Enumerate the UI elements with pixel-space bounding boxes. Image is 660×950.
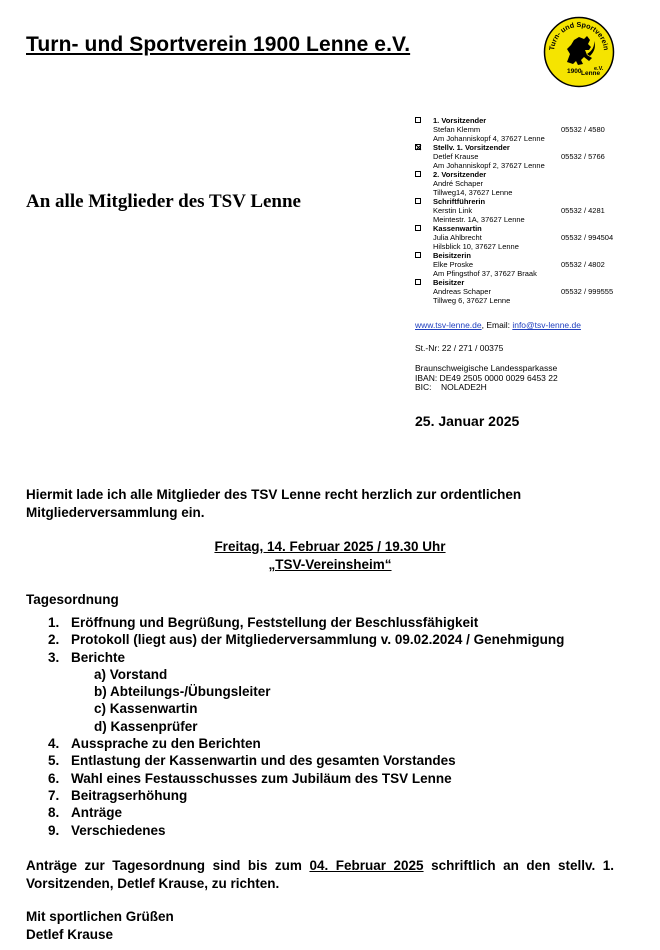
checkbox-icon <box>415 171 421 177</box>
agenda-item <box>48 752 564 769</box>
email-label: , Email: <box>481 320 513 330</box>
member-address: Hilsblick 10, 37627 Lenne <box>433 242 519 251</box>
agenda-subitem: d) Kassenprüfer <box>94 718 198 734</box>
agenda-item <box>48 735 564 752</box>
board-member <box>415 143 635 170</box>
checkbox-icon <box>415 117 421 123</box>
agenda-item <box>48 787 564 804</box>
member-phone: 05532 / 994504 <box>561 233 614 242</box>
member-phone: 05532 / 5766 <box>561 152 605 161</box>
board-member <box>415 278 635 305</box>
checkbox-icon <box>415 144 421 150</box>
greeting-line: Mit sportlichen Grüßen <box>26 909 174 924</box>
email-link[interactable]: info@tsv-lenne.de <box>512 320 581 330</box>
agenda-item <box>48 804 564 821</box>
event-info <box>0 538 660 574</box>
agenda-text: Verschiedenes <box>71 822 166 838</box>
board-member <box>415 197 635 224</box>
closing-before: Anträge zur Tagesordnung sind bis zum <box>26 858 310 873</box>
tax-number: St.-Nr: 22 / 271 / 00375 <box>415 343 504 353</box>
agenda-text: Protokoll (liegt aus) der Mitgliederversammlung v. 09.02.2024 / Genehmigung <box>71 632 565 648</box>
logo-suffix: e.V. <box>594 66 604 72</box>
agenda-item <box>48 649 564 666</box>
checkbox-icon <box>415 279 421 285</box>
board-members <box>415 116 635 305</box>
board-member <box>415 116 635 143</box>
board-member <box>415 170 635 197</box>
member-name: Julia Ahlbrecht <box>433 233 482 242</box>
member-role: 2. Vorsitzender <box>433 170 487 179</box>
board-member <box>415 224 635 251</box>
member-role: Beisitzer <box>433 278 465 287</box>
board-member <box>415 251 635 278</box>
member-name: André Schaper <box>433 179 484 188</box>
agenda-text: Aussprache zu den Berichten <box>71 736 261 752</box>
event-when: Freitag, 14. Februar 2025 / 19.30 Uhr <box>214 539 446 554</box>
member-role: Beisitzerin <box>433 251 471 260</box>
agenda-number: 7. <box>48 787 60 803</box>
agenda-text: Entlastung der Kassenwartin und des gesamten Vorstandes <box>71 753 456 769</box>
member-name: Stefan Klemm <box>433 125 481 134</box>
agenda-number: 1. <box>48 615 60 630</box>
agenda-text: Eröffnung und Begrüßung, Feststellung der Beschlussfähigkeit <box>71 615 479 630</box>
member-phone: 05532 / 4580 <box>561 125 605 134</box>
closing-deadline: 04. Februar 2025 <box>309 858 424 873</box>
member-address: Am Johanniskopf 4, 37627 Lenne <box>433 134 545 143</box>
agenda-number: 2. <box>48 632 60 648</box>
website-link[interactable]: www.tsv-lenne.de <box>415 320 482 330</box>
checkbox-icon <box>415 252 421 258</box>
club-logo <box>543 16 615 88</box>
member-role: 1. Vorsitzender <box>433 116 487 125</box>
member-role: Stellv. 1. Vorsitzender <box>433 143 510 152</box>
agenda-number: 6. <box>48 770 60 786</box>
agenda-item <box>48 822 564 839</box>
event-where: „TSV-Vereinsheim“ <box>268 557 392 572</box>
agenda-text: Anträge <box>71 805 123 821</box>
member-address: Am Johanniskopf 2, 37627 Lenne <box>433 161 545 170</box>
agenda-item <box>48 614 564 631</box>
agenda-text: Berichte <box>71 649 126 665</box>
agenda-number: 8. <box>48 805 60 821</box>
bank-name: Braunschweigische Landessparkasse <box>415 363 558 373</box>
bank-bic: BIC: NOLADE2H <box>415 382 487 392</box>
member-name: Elke Proske <box>433 260 474 269</box>
member-name: Andreas Schaper <box>433 287 491 296</box>
agenda-list <box>48 614 564 839</box>
member-phone: 05532 / 4802 <box>561 260 605 269</box>
checkbox-icon <box>415 225 421 231</box>
member-phone: 05532 / 4281 <box>561 206 605 215</box>
agenda-text: Beitragserhöhung <box>71 787 188 803</box>
member-address: Am Pfingsthof 37, 37627 Braak <box>433 269 537 278</box>
agenda-subitem: c) Kassenwartin <box>94 701 198 717</box>
member-address: Tillweg14, 37627 Lenne <box>433 188 513 197</box>
bank-details <box>415 364 558 393</box>
agenda-number: 3. <box>48 649 60 665</box>
agenda-number: 9. <box>48 822 60 838</box>
letter-date: 25. Januar 2025 <box>415 413 520 429</box>
checkbox-icon <box>415 198 421 204</box>
closing-after: schriftlich an den stellv. 1. Vorsitzenden, Detlef Krause, zu richten. <box>26 858 614 891</box>
agenda-subitem: a) Vorstand <box>94 666 168 682</box>
greeting <box>26 908 174 944</box>
member-name: Kerstin Link <box>433 206 473 215</box>
agenda-text: Wahl eines Festausschusses zum Jubiläum des TSV Lenne <box>71 770 452 786</box>
member-role: Kassenwartin <box>433 224 482 233</box>
member-name: Detlef Krause <box>433 152 479 161</box>
page-title: Turn- und Sportverein 1900 Lenne e.V. <box>26 33 411 56</box>
intro-text: Hiermit lade ich alle Mitglieder des TSV Lenne recht herzlich zur ordentlichen Mitgliederversammlung ein. <box>26 487 522 520</box>
signature-name: Detlef Krause <box>26 927 114 942</box>
member-phone: 05532 / 999555 <box>561 287 614 296</box>
agenda-item <box>48 631 564 648</box>
logo-top-text: Turn- und Sportverein <box>547 19 611 51</box>
agenda-heading: Tagesordnung <box>26 592 119 607</box>
agenda-item <box>48 770 564 787</box>
agenda-number: 5. <box>48 753 60 769</box>
member-address: Meintestr. 1A, 37627 Lenne <box>433 215 525 224</box>
member-address: Tillweg 6, 37627 Lenne <box>433 296 511 305</box>
logo-year: 1900 <box>567 68 582 75</box>
agenda-subitem: b) Abteilungs-/Übungsleiter <box>94 684 271 700</box>
agenda-number: 4. <box>48 736 60 752</box>
contact-line <box>415 320 581 330</box>
closing-text <box>26 857 614 893</box>
bank-iban: IBAN: DE49 2505 0000 0029 6453 22 <box>415 372 558 383</box>
salutation: An alle Mitglieder des TSV Lenne <box>26 191 301 212</box>
member-role: Schriftführerin <box>433 197 486 206</box>
logo-place: Lenne <box>581 70 601 77</box>
